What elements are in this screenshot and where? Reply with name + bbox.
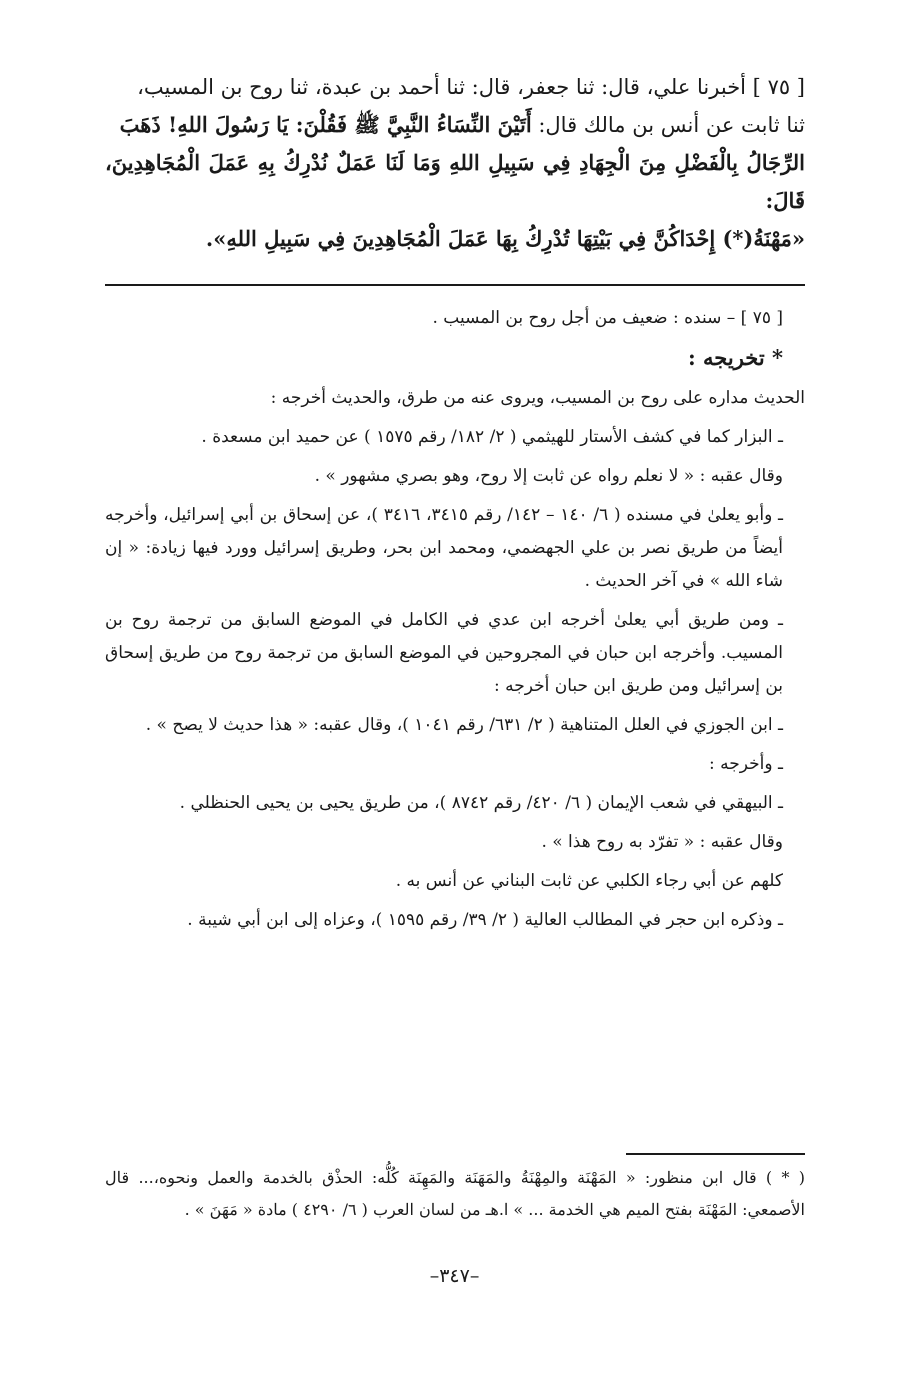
note-paragraph: وقال عقبه : « تفرّد به روح هذا » . bbox=[541, 832, 783, 852]
hadith-line-2 bbox=[105, 106, 805, 144]
hadith-line-1: [ ٧٥ ] أخبرنا علي، قال: ثنا جعفر، قال: ثنا أحمد بن عبدة، ثنا روح بن المسيب، bbox=[137, 75, 805, 99]
note-paragraph: ـ البيهقي في شعب الإيمان ( ٦/ ٤٢٠/ رقم ٨٧٤٢ )، من طريق يحيى بن يحيى الحنظلي . bbox=[179, 793, 783, 813]
footnote bbox=[105, 1162, 805, 1226]
note-paragraph: ـ وأخرجه : bbox=[709, 754, 783, 774]
main-divider bbox=[105, 284, 805, 286]
page-number: –٣٤٧– bbox=[429, 1265, 480, 1287]
footnote-divider bbox=[626, 1153, 805, 1155]
hadith-line-3: الرِّجَالُ بِالْفَضْلِ مِنَ الْجِهَادِ فِي سَبِيلِ اللهِ وَمَا لَنَا عَمَلٌ نُدْرِكُ بِهِ عَمَلَ الْمُجَاهِدِينَ، قَالَ: bbox=[105, 150, 805, 213]
hadith-isnad-end: ثنا ثابت عن أنس بن مالك قال: bbox=[531, 113, 805, 137]
note-paragraph: كلهم عن أبي رجاء الكلبي عن ثابت البناني عن أنس به . bbox=[395, 871, 783, 891]
commentary bbox=[105, 302, 805, 943]
note-paragraph: وقال عقبه : « لا نعلم رواه عن ثابت إلا روح، وهو بصري مشهور » . bbox=[314, 466, 783, 486]
note-paragraph: ـ وأبو يعلىٰ في مسنده ( ٦/ ١٤٠ – ١٤٢/ رقم ٣٤١٥، ٣٤١٦ )، عن إسحاق بن أبي إسرائيل، وأخرجه أيضاً من طريق نصر بن علي الجهضمي، ومحمد ابن بحر، وطريق إسرائيل وورد فيها زيادة: « إن شاء الله » في آخر الحديث . bbox=[105, 505, 784, 591]
sanad-note: [ ٧٥ ] – سنده : ضعيف من أجل روح بن المسيب . bbox=[432, 308, 783, 328]
note-paragraph: ـ وذكره ابن حجر في المطالب العالية ( ٢/ ٣٩/ رقم ١٥٩٥ )، وعزاه إلى ابن أبي شيبة . bbox=[187, 910, 783, 930]
note-paragraph: الحديث مداره على روح بن المسيب، ويروى عنه من طرق، والحديث أخرجه : bbox=[270, 388, 805, 408]
hadith-line-4: «مَهْنَةُ(*) إِحْدَاكُنَّ فِي بَيْتِهَا تُدْرِكُ بِهَا عَمَلَ الْمُجَاهِدِينَ فِي سَبِيلِ اللهِ». bbox=[205, 226, 805, 251]
takhrij-heading: * تخريجه : bbox=[687, 345, 783, 370]
footnote-text: ( * ) قال ابن منظور: « المَهْنَة والمِهْنَةُ والمَهَنَة والمَهِنَة كُلُّه: الحذْق بالخدمة والعمل ونحوه،... قال الأصمعي: المَهْنَة بفتح الميم هي الخدمة ... » ا.هـ من لسان العرب ( ٦/ ٤٢٩٠ ) مادة « مَهَنَ » . bbox=[105, 1168, 805, 1219]
hadith-text bbox=[105, 68, 805, 258]
hadith-matn-start: أَتَيْنَ النِّسَاءُ النَّبِيَّ ﷺ فَقُلْنَ: يَا رَسُولَ اللهِ! ذَهَبَ bbox=[119, 112, 532, 137]
note-paragraph: ـ ومن طريق أبي يعلىٰ أخرجه ابن عدي في الكامل في الموضع السابق من ترجمة روح بن المسيب. وأخرجه ابن حبان في المجروحين في الموضع السابق من ترجمة روح من طريق إسحاق بن إسرائيل ومن طريق ابن حبان أخرجه : bbox=[105, 610, 783, 696]
note-paragraph: ـ البزار كما في كشف الأستار للهيثمي ( ٢/ ١٨٢/ رقم ١٥٧٥ ) عن حميد ابن مسعدة . bbox=[201, 427, 783, 447]
note-paragraph: ـ ابن الجوزي في العلل المتناهية ( ٢/ ٦٣١/ رقم ١٠٤١ )، وقال عقبه: « هذا حديث لا يصح » . bbox=[145, 715, 783, 735]
